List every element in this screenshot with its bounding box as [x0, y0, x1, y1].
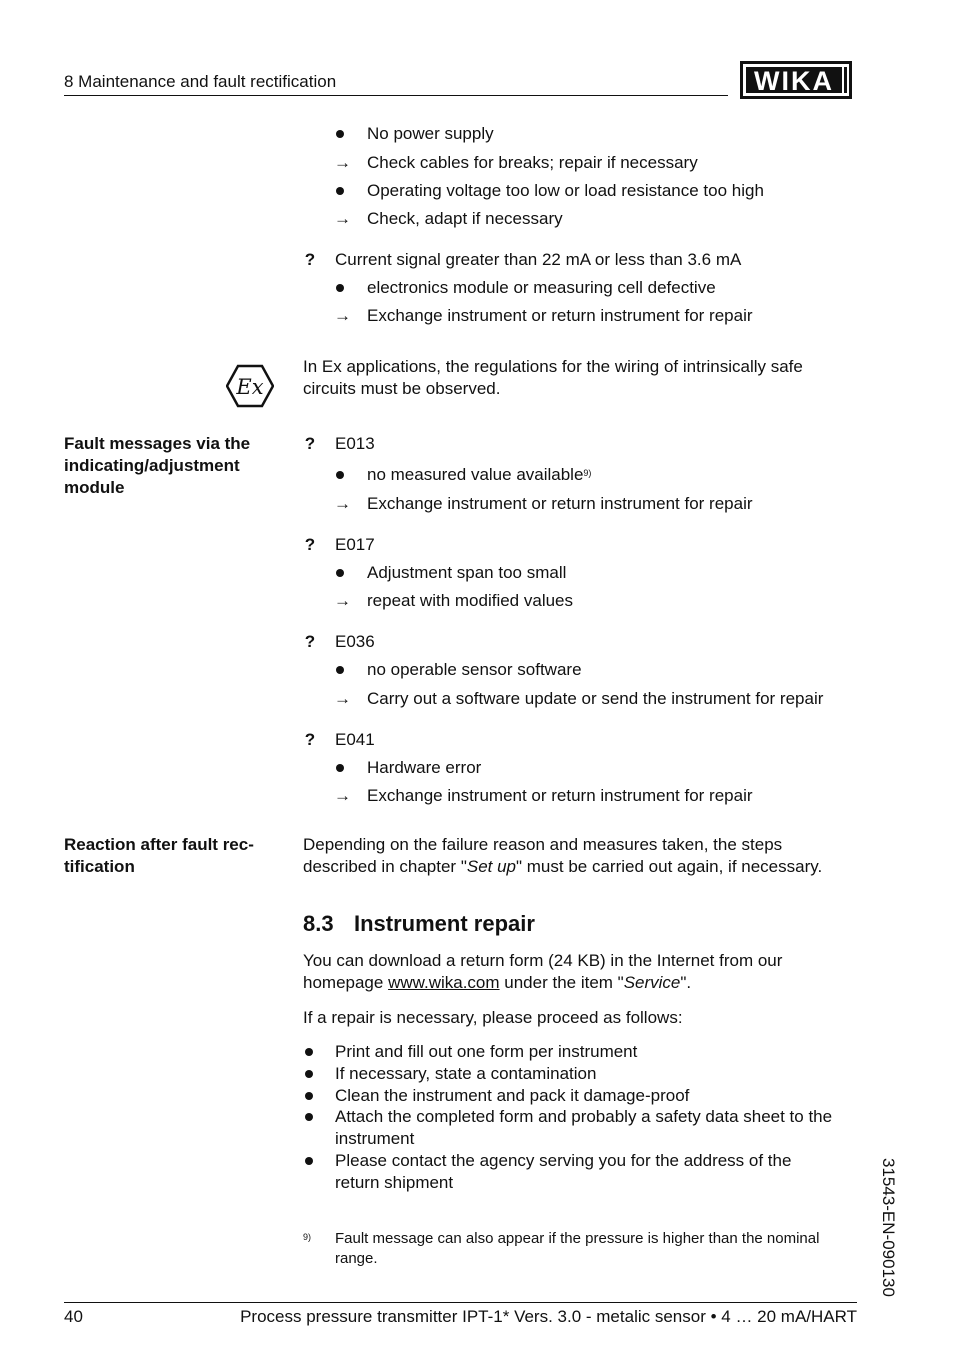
ex-note-line: In Ex applications, the regulations for the wiring of intrinsically safe — [303, 357, 803, 376]
cause-text: no measured value available — [367, 465, 584, 484]
section-heading — [303, 911, 535, 937]
chapter-ref: Set up — [466, 857, 517, 876]
list-item: Check, adapt if necessary — [367, 209, 563, 228]
footer-title: Process pressure transmitter IPT-1* Vers. 3.0 - metalic sensor • 4 … 20 mA/HART — [240, 1307, 857, 1326]
bullet-icon — [336, 284, 344, 292]
bullet-icon — [305, 1092, 313, 1100]
arrow-icon: → — [334, 689, 351, 708]
arrow-icon: → — [334, 209, 351, 228]
repair-step: Attach the completed form and probably a safety data sheet to the — [335, 1107, 833, 1126]
footnote-line: range. — [335, 1250, 378, 1267]
question-icon: ? — [304, 730, 316, 749]
logo-text: WIKA — [746, 67, 842, 93]
section-title: Instrument repair — [354, 911, 535, 936]
list-item: no operable sensor software — [367, 660, 582, 679]
bullet-icon — [336, 471, 344, 479]
arrow-icon: → — [334, 494, 351, 513]
question-icon: ? — [304, 434, 316, 453]
list-item: Check cables for breaks; repair if necessary — [367, 153, 698, 172]
svg-text:Ex: Ex — [236, 375, 264, 399]
ex-protection-icon — [226, 364, 274, 408]
arrow-icon: → — [334, 306, 351, 325]
list-item: Exchange instrument or return instrument for repair — [367, 306, 753, 325]
error-code: E041 — [335, 730, 375, 749]
repair-step: Print and fill out one form per instrument — [335, 1042, 638, 1061]
side-label-reaction: Reaction after fault rec- tification — [64, 835, 254, 876]
arrow-icon: → — [334, 591, 351, 610]
bullet-icon — [305, 1048, 313, 1056]
list-item: Operating voltage too low or load resistance too high — [367, 181, 764, 200]
bullet-icon — [336, 130, 344, 138]
paragraph-line — [303, 972, 691, 994]
text-run: " must be carried out again, if necessary. — [516, 857, 823, 876]
list-item: Exchange instrument or return instrument for repair — [367, 786, 753, 805]
footnote-line: Fault message can also appear if the pressure is higher than the nominal — [335, 1230, 820, 1247]
error-code: E017 — [335, 535, 375, 554]
arrow-icon: → — [334, 153, 351, 172]
document-code: 31543-EN-090130 — [879, 1158, 898, 1297]
question-icon: ? — [304, 632, 316, 651]
bullet-icon — [336, 764, 344, 772]
question-text: Current signal greater than 22 mA or less than 3.6 mA — [335, 250, 742, 269]
paragraph-line: If a repair is necessary, please proceed as follows: — [303, 1008, 683, 1027]
homepage-link[interactable]: www.wika.com — [388, 973, 500, 992]
list-item — [367, 464, 591, 486]
repair-step: Please contact the agency serving you for the address of the — [335, 1151, 792, 1170]
list-item: repeat with modified values — [367, 591, 574, 610]
error-code: E036 — [335, 632, 375, 651]
question-icon: ? — [304, 535, 316, 554]
list-item: Adjustment span too small — [367, 563, 567, 582]
footnote-ref: 9) — [583, 468, 592, 478]
error-code: E013 — [335, 434, 375, 453]
logo-bar — [844, 67, 847, 93]
header-rule — [64, 95, 728, 96]
list-item: Exchange instrument or return instrument for repair — [367, 494, 753, 513]
ex-note-line: circuits must be observed. — [303, 379, 501, 398]
list-item: Carry out a software update or send the instrument for repair — [367, 689, 824, 708]
text-run: under the item " — [499, 973, 624, 992]
repair-step: instrument — [335, 1129, 415, 1148]
footer-rule — [64, 1302, 857, 1303]
page-number: 40 — [64, 1307, 83, 1326]
wika-logo — [740, 61, 852, 99]
repair-step: Clean the instrument and pack it damage-proof — [335, 1086, 690, 1105]
bullet-icon — [336, 187, 344, 195]
service-ref: Service — [623, 973, 681, 992]
list-item: electronics module or measuring cell defective — [367, 278, 716, 297]
repair-step: return shipment — [335, 1173, 454, 1192]
text-run: homepage — [303, 973, 389, 992]
bullet-icon — [305, 1113, 313, 1121]
footnote-text — [335, 1229, 865, 1269]
bullet-icon — [336, 569, 344, 577]
list-item: Hardware error — [367, 758, 482, 777]
reaction-line: Depending on the failure reason and measures taken, the steps — [303, 835, 783, 854]
section-number: 8.3 — [303, 911, 334, 936]
reaction-line — [303, 856, 822, 878]
text-run: ". — [680, 973, 692, 992]
section-header: 8 Maintenance and fault rectification — [64, 72, 337, 91]
arrow-icon: → — [334, 786, 351, 805]
question-icon: ? — [304, 250, 316, 269]
bullet-icon — [305, 1157, 313, 1165]
list-item: No power supply — [367, 124, 494, 143]
bullet-icon — [305, 1070, 313, 1078]
repair-step: If necessary, state a contamination — [335, 1064, 597, 1083]
bullet-icon — [336, 666, 344, 674]
paragraph-line: You can download a return form (24 KB) in the Internet from our — [303, 951, 783, 970]
footnote-mark: 9) — [303, 1232, 312, 1242]
side-label-fault-messages: Fault messages via the indicating/adjustment module — [64, 434, 251, 497]
text-run: described in chapter " — [303, 857, 467, 876]
